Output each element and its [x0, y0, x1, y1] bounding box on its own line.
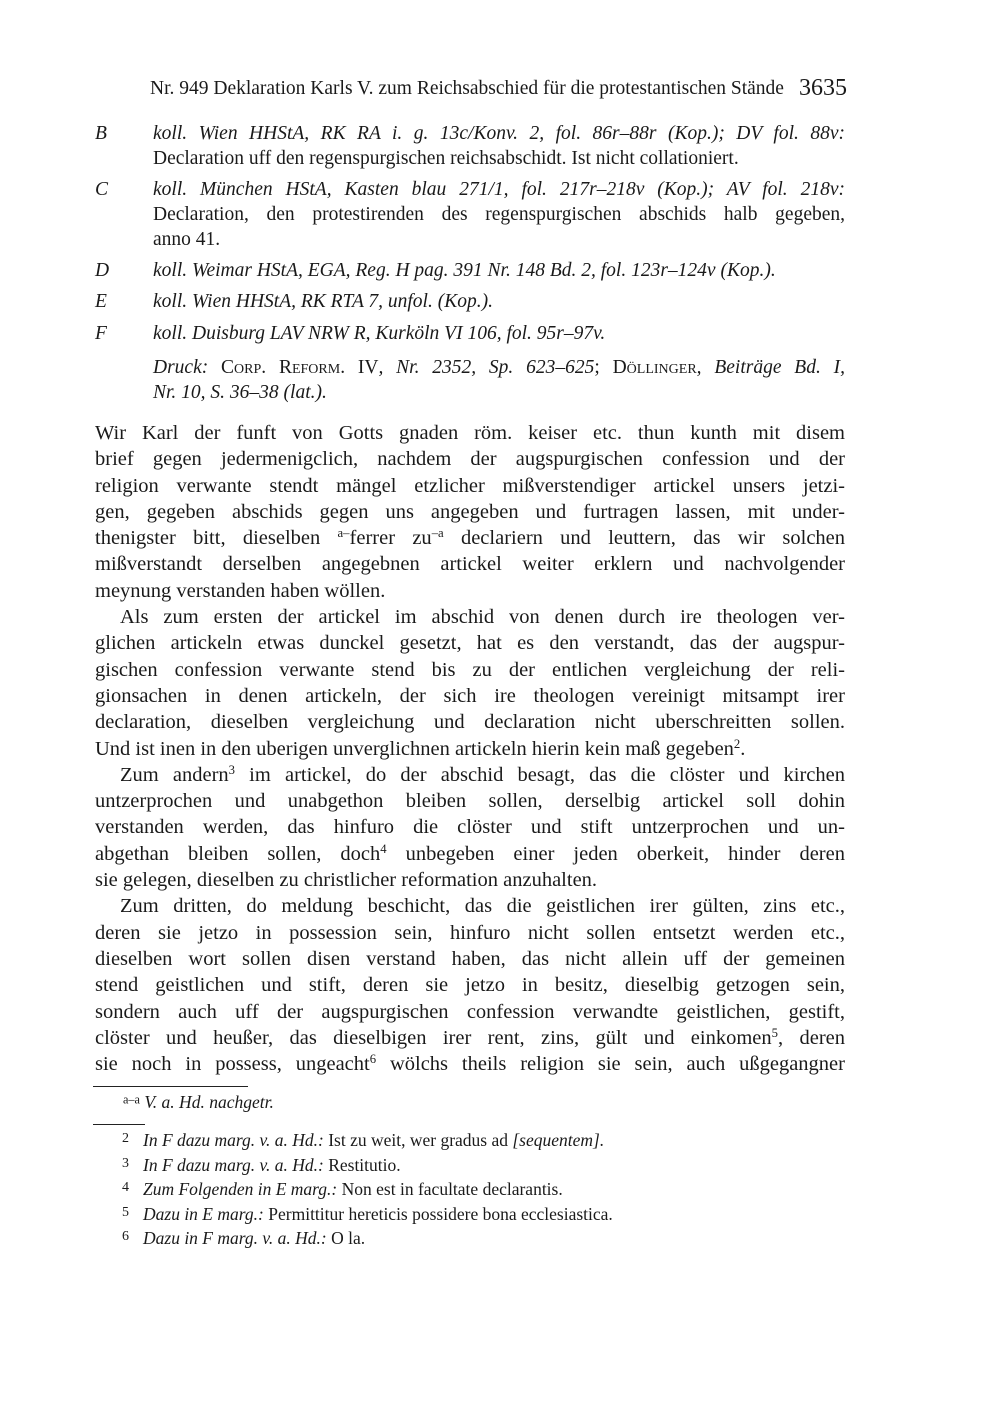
body-line: [95, 867, 845, 893]
body-line: [95, 709, 845, 735]
text-segment: Wir Karl der funft von Gotts gnaden röm. keiser etc. thun kunth mit disem: [95, 422, 845, 444]
note-reference: 4: [380, 841, 387, 856]
witness-line: [153, 121, 845, 146]
footnote: [122, 1153, 401, 1178]
italic-text: koll. Duisburg LAV NRW R, Kurköln VI 106, fol. 95r–97v.: [153, 323, 606, 344]
body-line: [95, 499, 845, 525]
running-title: Nr. 949 Deklaration Karls V. zum Reichsabschied für die protestantischen Stände: [150, 78, 784, 99]
text-segment: sondern auch uff der augspurgischen confession verwandte geistlichen, gestift,: [95, 1000, 845, 1023]
text-segment: anno 41.: [153, 229, 221, 250]
text-segment: abgethan bleiben sollen, doch: [95, 842, 381, 865]
witness-line: [153, 202, 845, 227]
text-segment: Zum dritten, do meldung beschicht, das die geistlichen irer gülten, zins etc.,: [120, 895, 845, 918]
italic-text: koll. Wien HHStA, RK RA i. g. 13c/Konv. 2, fol. 86r–88r (Kop.); DV fol. 88v:: [153, 123, 845, 144]
body-line: [95, 473, 845, 499]
page-number: 3635: [799, 75, 847, 101]
body-line: [95, 841, 845, 867]
note-reference: 6: [369, 1052, 377, 1067]
body-line: [95, 814, 845, 840]
witness-entry: [95, 258, 845, 283]
body-line: [95, 788, 845, 814]
body-line: [95, 893, 845, 919]
small-caps-text: Corp. Reform.: [221, 357, 358, 378]
witness-entry: [95, 289, 845, 314]
text-segment: thenigster bitt, dieselben: [95, 527, 338, 550]
footnote-number: 3: [122, 1155, 129, 1171]
body-line: [95, 578, 845, 604]
body-line: [95, 946, 845, 972]
text-segment: Restitutio.: [323, 1154, 401, 1175]
italic-text: koll. Wien HHStA, RK RTA 7, unfol. (Kop.).: [153, 291, 493, 312]
text-segment: stend geistlichen und stift, deren sie jetzo in besitz, dieselbig getzogen sein,: [95, 974, 845, 997]
italic-text: Dazu in E marg.:: [143, 1203, 264, 1224]
footnote: [122, 1128, 604, 1153]
text-segment: Declaration, den protestirenden des regenspurgischen abschids halb gegeben,: [153, 204, 845, 225]
footnote: [122, 1202, 613, 1227]
textual-note: [123, 1090, 274, 1115]
text-segment: Zum andern: [120, 763, 229, 786]
text-segment: declaration, dieselben vergleichung und declaration nicht uberschreitten sollen.: [95, 711, 845, 734]
note-reference: –a: [431, 526, 444, 541]
witness-line: [153, 177, 845, 202]
italic-text: In F dazu marg. v. a. Hd.:: [143, 1130, 324, 1150]
body-line: [95, 446, 845, 472]
witness-entry: [95, 321, 845, 346]
footnote-number: 5: [122, 1204, 129, 1220]
paragraph: [95, 420, 845, 604]
text-segment: dieselben wort sollen disen verstand haben, das nicht allein uff der gemeinen: [95, 947, 845, 970]
witness-siglum: D: [95, 260, 110, 281]
text-segment: sie gelegen, dieselben zu christlicher reformation anzuhalten.: [95, 869, 598, 892]
body-line: [95, 762, 845, 788]
text-segment: untzerprochen und unabgethon bleiben sollen, derselbig artickel soll dohin: [95, 790, 845, 813]
text-segment: religion verwante stendt mängel etzlicher mißverstendiger artickel unsers jetzi-: [95, 474, 845, 497]
running-header: [150, 75, 847, 102]
body-line: [95, 972, 845, 998]
footnote: [122, 1226, 365, 1251]
witness-entry: [95, 177, 845, 252]
note-reference: 2: [733, 736, 741, 751]
body-line: [95, 999, 845, 1025]
text-segment: , deren: [778, 1026, 845, 1049]
text-segment: Als zum ersten der artickel im abschid von denen durch ire theologen ver-: [120, 606, 845, 629]
body-line: [95, 551, 845, 577]
paragraph: [95, 604, 845, 762]
document-body: [95, 420, 845, 1077]
note-reference: 5: [771, 1025, 778, 1040]
text-segment: unbegeben einer jeden oberkeit, hinder deren: [386, 842, 845, 865]
note-reference: a–: [337, 526, 350, 541]
note-reference: 3: [228, 762, 236, 777]
body-line: [95, 1025, 845, 1051]
body-line: [95, 736, 845, 762]
textual-note-mark: a–a: [123, 1092, 140, 1107]
body-line: [95, 920, 845, 946]
body-line: [95, 630, 845, 656]
text-segment: im artickel, do der abschid besagt, das die clöster und kirchen: [235, 763, 845, 786]
text-segment: IV: [357, 357, 379, 378]
witness-line: [153, 227, 845, 252]
footnote-number: 6: [122, 1229, 129, 1245]
text-segment: gischen confession verwante stend bis zu der entlichen vergleichung der reli-: [95, 658, 845, 681]
small-caps-text: Döllinger: [612, 357, 697, 378]
italic-text: koll. Weimar HStA, EGA, Reg. H pag. 391 Nr. 148 Bd. 2, fol. 123r–124v (Kop.).: [153, 260, 776, 281]
text-segment: deren sie jetzo in possession sein, hinfuro nicht sollen entsetzt werden etc.,: [95, 921, 845, 944]
text-segment: Declaration uff den regenspurgischen reichsabschidt. Ist nicht collationiert.: [153, 148, 739, 169]
italic-text: , Nr. 2352, Sp. 623–625: [378, 357, 595, 378]
text-segment: sie noch in possess, ungeacht: [95, 1053, 370, 1076]
text-segment: mißverstandt derselben angegebnen artickel weiter erklern und nachvolgender: [95, 553, 845, 576]
body-line: [95, 525, 845, 551]
italic-text: In F dazu marg. v. a. Hd.:: [143, 1154, 324, 1175]
text-segment: verstanden werden, das hinfuro die clöster und stift untzerprochen und un-: [95, 816, 845, 839]
text-segment: declariern und leuttern, das wir solchen: [443, 527, 846, 550]
witness-line: [153, 146, 845, 171]
witness-entry: [95, 121, 845, 171]
text-segment: Und ist inen in den uberigen unverglichnen artickeln hierin kein maß gegeben: [95, 737, 734, 760]
italic-text: Zum Folgenden in E marg.:: [143, 1179, 338, 1200]
text-segment: ;: [594, 357, 613, 378]
text-segment: gionsachen in denen artickeln, der sich ire theologen vereinigt mitsampt irer: [95, 684, 845, 707]
text-segment: Permittitur hereticis possidere bona ecclesiastica.: [263, 1203, 613, 1224]
textual-note-text: V. a. Hd. nachgetr.: [144, 1092, 274, 1112]
paragraph: [95, 762, 845, 893]
witness-siglum: F: [95, 323, 107, 344]
body-line: [95, 420, 845, 446]
witness-entry: [95, 355, 845, 405]
witness-siglum: E: [95, 291, 107, 312]
footnote: [122, 1177, 563, 1202]
footnote-number: 2: [122, 1130, 129, 1146]
text-segment: clöster und heußer, das dieselbigen irer rent, zins, gült und einkomen: [95, 1026, 772, 1049]
witness-siglum: B: [95, 123, 107, 144]
body-line: [95, 683, 845, 709]
italic-text: Nr. 10, S. 36–38 (lat.).: [153, 382, 327, 403]
textual-notes-rule: [93, 1086, 248, 1087]
text-segment: .: [740, 737, 746, 760]
paragraph: [95, 893, 845, 1077]
witness-line: [153, 289, 845, 314]
witness-line: [153, 321, 845, 346]
text-segment: wölchs theils religion sie sein, auch ußgegangner: [376, 1053, 845, 1076]
italic-text: Dazu in F marg. v. a. Hd.:: [143, 1228, 327, 1249]
witness-siglum: C: [95, 179, 109, 200]
body-line: [95, 1051, 845, 1077]
body-line: [95, 604, 845, 630]
body-line: [95, 657, 845, 683]
text-segment: O la.: [326, 1228, 366, 1249]
text-segment: glichen artickeln etwas dunckel gesetzt, hat es den verstandt, das der augspur-: [95, 632, 845, 655]
witness-line: [153, 380, 845, 405]
text-segment: ferrer zu: [349, 527, 432, 550]
italic-text: [sequentem].: [512, 1130, 605, 1150]
text-segment: Ist zu weit, wer gradus ad: [323, 1130, 513, 1150]
footnotes-rule: [93, 1124, 145, 1125]
witness-line: [153, 355, 845, 380]
text-segment: meynung verstanden haben wöllen.: [95, 579, 386, 602]
footnote-number: 4: [122, 1180, 129, 1195]
text-segment: brief gegen jedermenigclich, nachdem der augspurgischen confession und der: [95, 448, 845, 471]
witness-line: [153, 258, 845, 283]
italic-text: Druck:: [153, 357, 222, 378]
text-segment: gen, gegeben abschids gegen uns angegeben und furtragen lassen, mit under-: [95, 500, 845, 523]
italic-text: koll. München HStA, Kasten blau 271/1, fol. 217r–218v (Kop.); AV fol. 218v:: [153, 179, 845, 200]
italic-text: , Beiträge Bd. I,: [696, 357, 846, 378]
text-segment: Non est in facultate declarantis.: [337, 1179, 563, 1200]
